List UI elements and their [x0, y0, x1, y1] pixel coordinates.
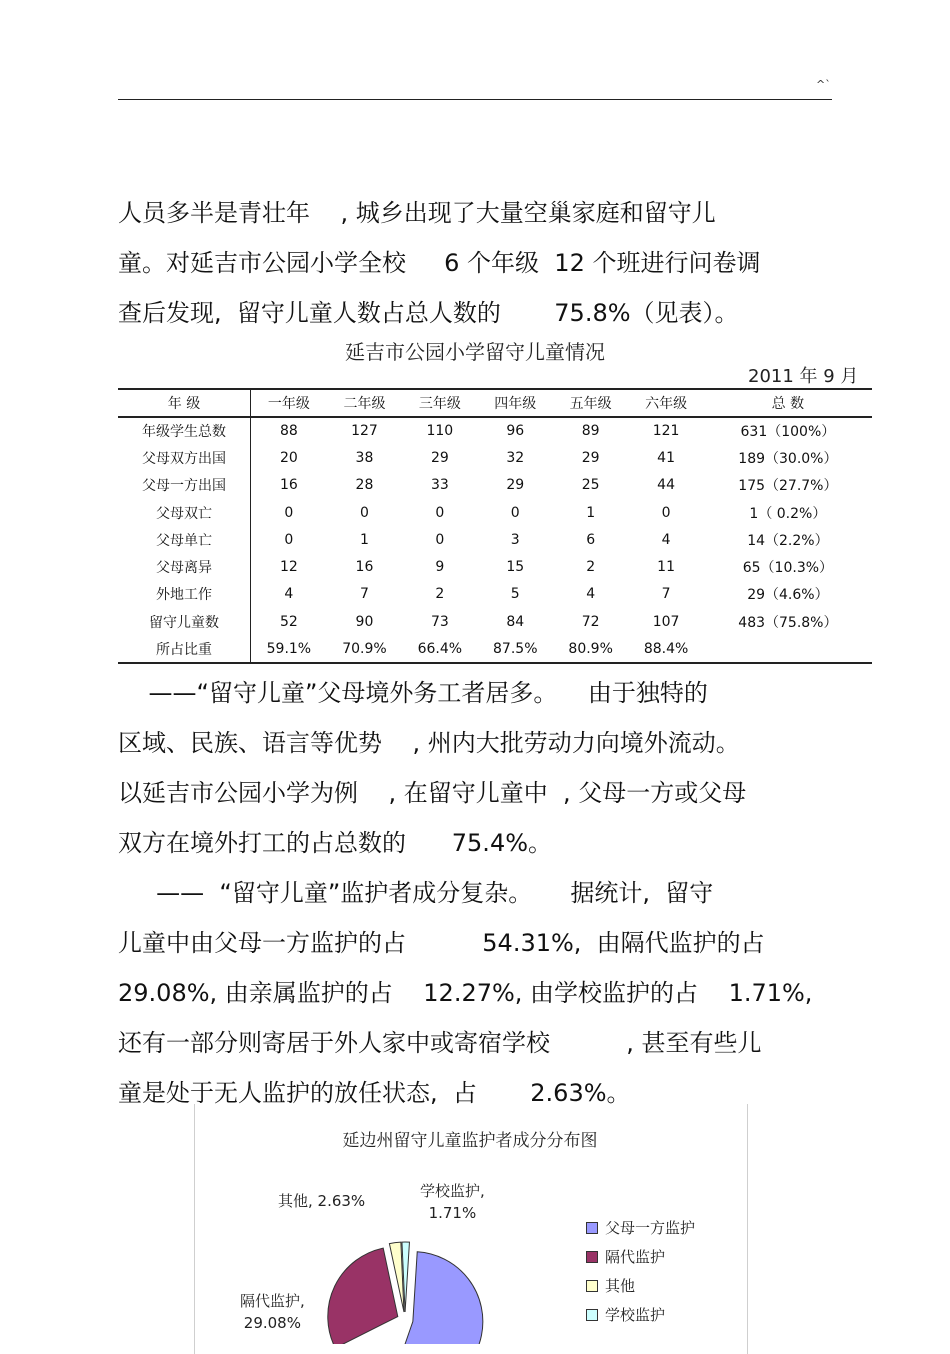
header-cell: 六年级 [645, 396, 688, 412]
row-label-cell: 父母双方出国 [118, 444, 251, 471]
chart-legend [586, 1213, 695, 1329]
legend-item [586, 1213, 695, 1242]
data-cell: 631（100%） [740, 424, 836, 441]
row-label-cell: 所占比重 [118, 635, 251, 662]
data-cell: 65（10.3%） [742, 560, 834, 577]
data-cell: 25 [581, 477, 600, 494]
legend-label: 隔代监护 [605, 1248, 666, 1266]
data-cell: 20 [279, 449, 298, 466]
data-cell: 32 [506, 449, 525, 466]
legend-swatch [586, 1309, 598, 1321]
data-cell: 107 [652, 613, 680, 630]
data-cell: 84 [506, 613, 525, 630]
data-cell: 33 [430, 477, 449, 494]
header-mark: ^` [816, 78, 831, 91]
data-cell: 0 [359, 504, 369, 521]
row-label-cell: 父母单亡 [118, 526, 251, 553]
header-cell: 总 数 [771, 396, 805, 412]
header-cell: 二年级 [343, 396, 386, 412]
header-cell: 三年级 [418, 396, 461, 412]
data-label-school: 学校监护, 1.71% [420, 1182, 485, 1222]
data-cell: 16 [355, 559, 374, 576]
legend-label: 其他 [605, 1277, 636, 1295]
data-cell: 38 [355, 449, 374, 466]
row-label-cell: 父母双亡 [118, 499, 251, 526]
legend-label: 父母一方监护 [605, 1219, 696, 1237]
data-label-grandparent: 隔代监护, 29.08% [240, 1292, 305, 1332]
data-cell: 52 [279, 613, 298, 630]
pie-slice-grandparent [328, 1248, 398, 1344]
data-cell: 41 [657, 449, 675, 466]
header-cell: 五年级 [569, 396, 612, 412]
data-cell: 16 [279, 477, 298, 494]
data-cell: 11 [657, 559, 675, 576]
data-cell: 59.1% [266, 640, 312, 657]
data-cell: 5 [510, 586, 520, 603]
row-label-cell: 外地工作 [118, 581, 251, 608]
data-cell: 29 [506, 477, 525, 494]
data-cell: 0 [435, 531, 445, 548]
data-cell: 1（ 0.2%） [749, 505, 827, 522]
data-cell: 9 [435, 559, 445, 576]
data-cell: 87.5% [493, 640, 538, 657]
data-cell: 121 [652, 423, 680, 440]
data-label-other: 其他, 2.63% [278, 1192, 366, 1210]
data-cell: 6 [586, 531, 596, 548]
data-cell: 88.4% [643, 640, 689, 657]
legend-item [586, 1300, 695, 1329]
data-cell: 14（2.2%） [747, 532, 829, 549]
data-cell: 1 [586, 504, 596, 521]
data-cell: 90 [355, 613, 374, 630]
row-label-cell: 留守儿童数 [118, 608, 251, 635]
legend-swatch [586, 1280, 598, 1292]
data-cell: 15 [506, 559, 525, 576]
data-cell: 7 [661, 586, 671, 603]
data-cell: 2 [586, 559, 596, 576]
data-cell: 28 [355, 477, 374, 494]
data-cell: 4 [586, 586, 596, 603]
data-cell: 29（4.6%） [747, 587, 829, 604]
data-cell: 127 [351, 423, 378, 440]
data-cell: 29 [430, 449, 449, 466]
data-cell: 2 [435, 586, 445, 603]
data-cell: 66.4% [417, 640, 463, 657]
data-cell: 12 [279, 559, 298, 576]
data-cell: 80.9% [568, 640, 613, 657]
table-title: 延吉市公园小学留守儿童情况 [345, 340, 605, 364]
legend-item [586, 1271, 695, 1300]
data-cell: 483（75.8%） [738, 614, 838, 631]
data-cell: 29 [581, 449, 600, 466]
data-cell: 0 [284, 504, 294, 521]
header-cell: 年 级 [118, 389, 251, 417]
row-label-cell: 年级学生总数 [118, 417, 251, 444]
legend-swatch [586, 1251, 598, 1263]
header-cell: 一年级 [267, 396, 310, 412]
legend-swatch [586, 1222, 598, 1234]
data-cell: 0 [661, 504, 671, 521]
data-cell: 89 [581, 423, 600, 440]
data-cell: 1 [359, 531, 369, 548]
data-cell: 4 [284, 586, 294, 603]
row-label-cell: 父母一方出国 [118, 472, 251, 499]
legend-label: 学校监护 [605, 1306, 666, 1324]
data-cell: 88 [279, 423, 298, 440]
data-cell: 0 [435, 504, 445, 521]
data-cell: 7 [359, 586, 369, 603]
data-cell: 110 [426, 423, 454, 440]
data-cell: 175（27.7%） [738, 478, 838, 495]
paragraph-intro: 人员多半是青壮年 , 城乡出现了大量空巢家庭和留守儿 童。对延吉市公园小学全校 6 个年级 12 个班进行问卷调 查后发现, 留守儿童人数占总人数的 75.8%（见表）。 [118, 199, 761, 327]
row-label-cell: 父母离异 [118, 553, 251, 580]
data-cell: 189（30.0%） [738, 450, 838, 467]
table-date: 2011 年 9 月 [748, 366, 859, 387]
data-cell: 73 [430, 613, 449, 630]
data-cell: 0 [510, 504, 520, 521]
paragraph-overseas-workers: ——“留守儿童”父母境外务工者居多。 由于独特的 区域、民族、语言等优势 , 州内大批劳动力向境外流动。 以延吉市公园小学为例 , 在留守儿童中 , 父母一方或父母 双方在境外打工的占总数的 75.4%。 [118, 679, 747, 857]
data-cell: 3 [510, 531, 520, 548]
data-cell: 44 [657, 477, 675, 494]
data-cell: 96 [506, 423, 525, 440]
paragraph-guardians: —— “留守儿童”监护者成分复杂。 据统计, 留守 儿童中由父母一方监护的占 54.31%, 由隔代监护的占 29.08%, 由亲属监护的占 12.27%, 由学校监护的占 1.71%, 还有一部分则寄居于外人家中或寄宿学校 , 甚至有些儿 童是处于无人监护的放任状态, 占 2.63%。 [118, 879, 813, 1107]
header-cell: 四年级 [494, 396, 537, 412]
legend-item [586, 1242, 695, 1271]
data-cell: 4 [661, 531, 671, 548]
chart-title: 延边州留守儿童监护者成分分布图 [342, 1131, 598, 1151]
data-cell: 72 [581, 613, 600, 630]
data-cell: 0 [284, 531, 294, 548]
data-cell: 70.9% [342, 640, 387, 657]
